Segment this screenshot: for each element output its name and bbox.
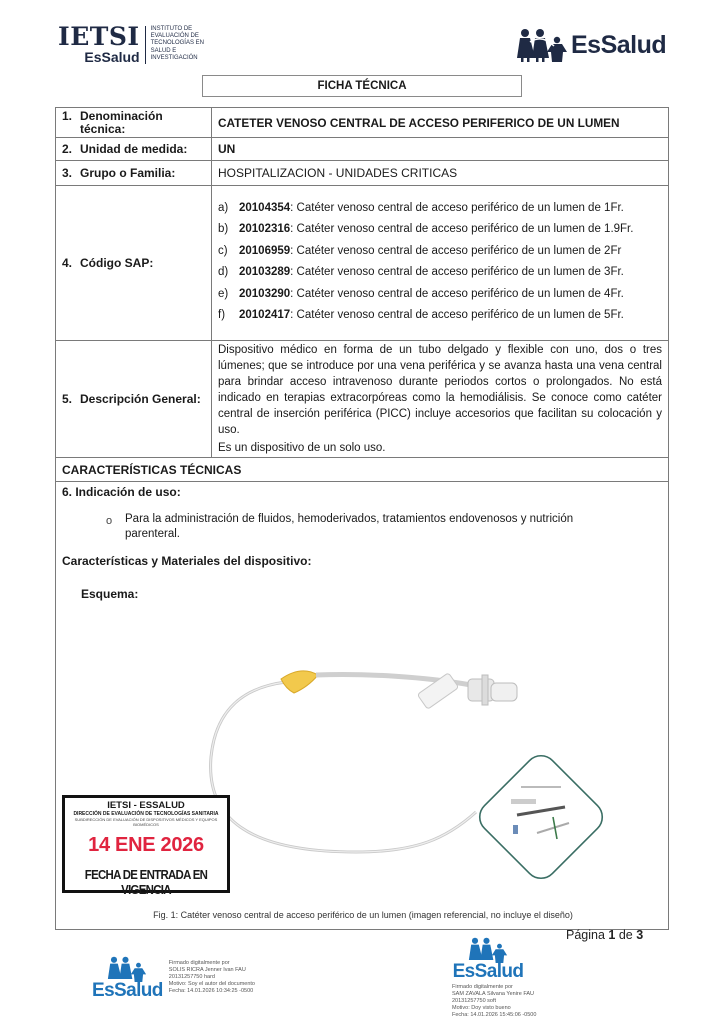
row-number: 1.: [62, 108, 73, 123]
sap-description: : Catéter venoso central de acceso periférico de un lumen de 3Fr.: [290, 266, 624, 278]
ietsi-logo-name: IETSI: [58, 22, 140, 51]
family-icon: [516, 28, 568, 62]
page-current: 1: [608, 928, 616, 942]
list-letter: d): [218, 266, 229, 278]
table-row: [56, 186, 669, 341]
row-number: 2.: [62, 142, 73, 156]
signature-line: 20131257750 hard: [168, 974, 215, 980]
signature-line: SOLIS RICRA Jenner Ivan FAU: [168, 967, 246, 973]
table-row: [56, 341, 669, 458]
signature-line: Fecha: 14.01.2026 10:34:25 -0500: [168, 988, 254, 994]
description-cell: [212, 341, 669, 458]
ietsi-caption-line: INSTITUTO DE: [150, 26, 193, 32]
list-item: [218, 262, 662, 284]
grupo-value: HOSPITALIZACION - UNIDADES CRITICAS: [212, 161, 669, 186]
ietsi-logo-sub: EsSalud: [84, 49, 140, 65]
ietsi-caption-line: SALUD E: [150, 47, 177, 54]
sap-description: : Catéter venoso central de acceso periférico de un lumen de 4Fr.: [290, 287, 624, 300]
sap-description: : Catéter venoso central de acceso periférico de un lumen de 5Fr.: [290, 309, 624, 321]
signature-line: 20131257750 soft: [452, 998, 497, 1004]
table-row: [56, 458, 669, 482]
row-label-text: Unidad de medida:: [80, 142, 188, 156]
sap-code: 20104354: [239, 201, 291, 214]
section-heading: CARACTERÍSTICAS TÉCNICAS: [56, 458, 669, 482]
row-number: 4.: [62, 256, 73, 270]
sap-code: 20103290: [239, 287, 291, 300]
list-letter: f): [218, 309, 226, 321]
row-label-text: Denominación técnica:: [80, 108, 163, 136]
essalud-signature-logo: [92, 956, 163, 1002]
sap-description: : Catéter venoso central de acceso periférico de un lumen de 1.9Fr.: [290, 223, 634, 235]
list-item: [218, 241, 662, 263]
row-label: [56, 341, 212, 458]
row-label: [56, 138, 212, 161]
row-number: 3.: [62, 166, 73, 180]
signature-line: SAM ZAVALA Silvana Yenire FAU: [452, 991, 535, 997]
ietsi-logo: [58, 24, 204, 64]
list-letter: c): [218, 244, 228, 257]
digital-signature-2: [452, 937, 536, 1019]
stamp-org: IETSI - ESSALUD: [107, 800, 185, 811]
list-item: [218, 284, 662, 306]
indication-text: Para la administración de fluidos, hemoderivados, tratamientos endovenosos y nutrición parenteral.: [125, 513, 574, 540]
ietsi-caption-line: EVALUACIÓN DE: [150, 33, 199, 40]
family-icon: [107, 956, 147, 982]
table-row: [56, 161, 669, 186]
page-mid: de: [615, 928, 637, 942]
page-number: [566, 928, 643, 942]
effective-date-stamp: [62, 795, 230, 897]
family-icon: [468, 937, 508, 963]
digital-signature-1: [92, 956, 255, 1002]
signature-line: Motivo: Doy visto bueno: [452, 1005, 511, 1011]
row-label-text: Código SAP:: [80, 256, 154, 270]
stamp-date: 14 ENE 2026: [88, 834, 204, 856]
sap-description: : Catéter venoso central de acceso periférico de un lumen de 1Fr.: [290, 201, 624, 214]
sap-code: 20103289: [239, 266, 291, 278]
list-item: [218, 198, 662, 220]
catheter-image: [186, 627, 606, 887]
list-item: [218, 305, 662, 327]
list-letter: b): [218, 223, 229, 235]
sap-code-list: [218, 192, 662, 335]
unidad-value: UN: [212, 138, 669, 161]
sap-code: 20102417: [239, 309, 291, 321]
description-single-use: Es un dispositivo de un solo uso.: [218, 442, 386, 454]
row-label-text: Grupo o Familia:: [80, 166, 176, 180]
materials-title: Características y Materiales del dispositivo:: [62, 554, 312, 568]
signature-line: Motivo: Soy el autor del documento: [168, 981, 255, 987]
schema-title: Esquema:: [81, 587, 139, 601]
ietsi-logo-caption: [151, 26, 204, 62]
list-letter: a): [218, 201, 229, 214]
sap-codes-cell: [212, 186, 669, 341]
sap-description: : Catéter venoso central de acceso periférico de un lumen de 2Fr: [290, 244, 622, 257]
signature-details: [169, 960, 255, 995]
table-row: [56, 138, 669, 161]
description-text: Dispositivo médico en forma de un tubo delgado y flexible con uno, dos o tres lúmenes; que se introduce por una vena periférica y se avanza hasta una vena central para brindar acceso intravenoso durante periodos cortos o prolongados. No está indicado en terapias extracorpóreas como la hemodiálisis. Se conoce como catéter central de inserción periférica (PICC) incluye accesorios que facilitan su colocación y uso.: [218, 344, 662, 436]
list-item: [218, 219, 662, 241]
signature-line: Firmado digitalmente por: [168, 960, 230, 966]
bullet-icon: o: [106, 515, 113, 527]
row-number: 5.: [62, 392, 73, 406]
essalud-logo: [516, 28, 666, 62]
figure-caption: Fig. 1: Catéter venoso central de acceso periférico de un lumen (imagen referencial, no incluye el diseño): [153, 910, 573, 920]
ietsi-caption-line: INVESTIGACIÓN: [150, 54, 198, 61]
page-title: FICHA TÉCNICA: [202, 75, 522, 97]
signature-logo-name: EsSalud: [452, 961, 524, 982]
signature-logo-name: EsSalud: [92, 980, 163, 1001]
row-label: [56, 108, 212, 138]
page-total: 3: [636, 928, 644, 942]
row-label: [56, 161, 212, 186]
row-label: [56, 186, 212, 341]
page-prefix: Página: [566, 928, 609, 942]
signature-details: [452, 984, 536, 1019]
essalud-signature-logo: [452, 937, 524, 983]
list-letter: e): [218, 287, 229, 300]
signature-line: Fecha: 14.01.2026 15:45:06 -0500: [452, 1012, 537, 1018]
stamp-subdirection: SUBDIRECCIÓN DE EVALUACIÓN DE DISPOSITIVOS MÉDICOS Y EQUIPOS BIOMÉDICOS: [74, 817, 218, 827]
stamp-direction: DIRECCIÓN DE EVALUACIÓN DE TECNOLOGÍAS SANITARIA: [73, 811, 219, 817]
signature-line: Firmado digitalmente por: [452, 984, 513, 990]
denominacion-value: CATETER VENOSO CENTRAL DE ACCESO PERIFERICO DE UN LUMEN: [212, 108, 669, 138]
sap-code: 20106959: [239, 244, 291, 257]
row-label-text: Descripción General:: [80, 392, 201, 406]
sap-code: 20102316: [239, 223, 291, 235]
stamp-label: FECHA DE ENTRADA EN VIGENCIA: [84, 867, 208, 897]
table-row: [56, 108, 669, 138]
ietsi-caption-line: TECNOLOGÍAS EN: [150, 40, 204, 47]
indication-title: 6. Indicación de uso:: [62, 485, 181, 499]
logo-divider: [145, 26, 146, 64]
essalud-logo-name: EsSalud: [571, 30, 667, 59]
